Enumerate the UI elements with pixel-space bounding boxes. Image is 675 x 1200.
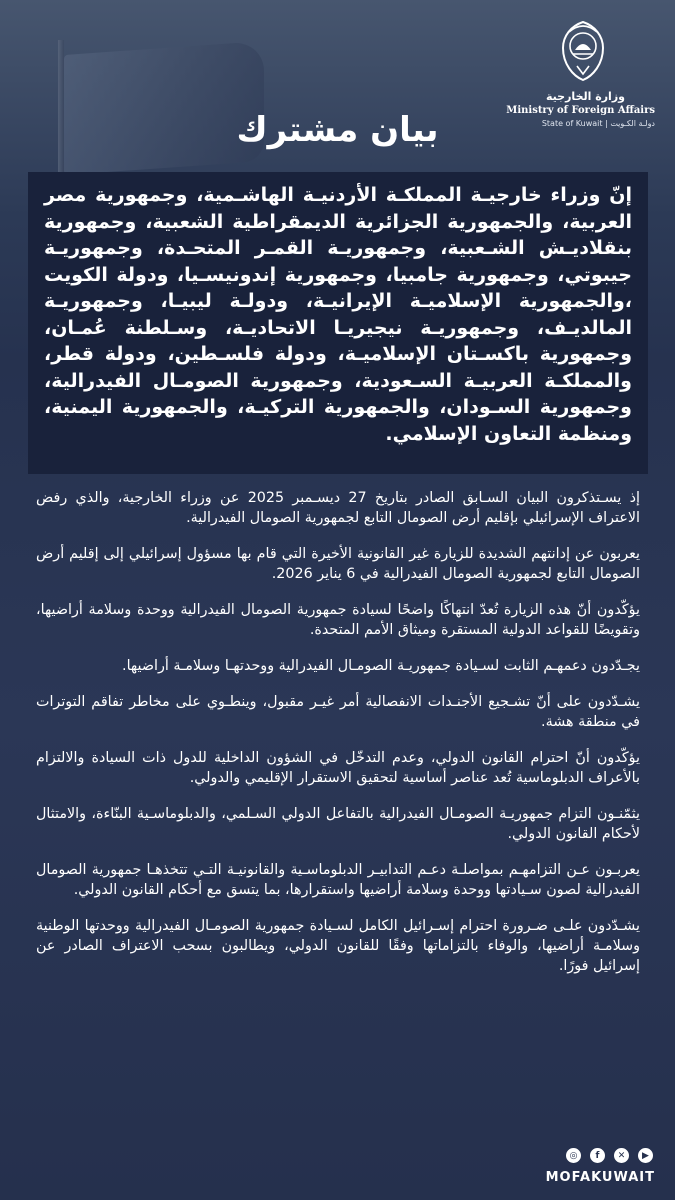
intro-card [28, 172, 648, 474]
x-icon[interactable]: ✕ [614, 1148, 629, 1163]
paragraph: يعربون عن إدانتهم الشديدة للزيارة غير القانونية الأخيرة التي قام بها مسؤول إسرائيلي إلى إقليم أرض الصومال التابع لجمهورية الصومال الفيدرالية في 6 يناير 2026. [36, 546, 640, 582]
social-handle: MOFAKUWAIT [545, 1170, 655, 1185]
instagram-icon[interactable]: ◎ [566, 1148, 581, 1163]
paragraph: يثمّنـون التزام جمهوريـة الصومـال الفيدرالية بالتفاعل الدولي السـلمي، والدبلوماسـية البنّاءة، والامتثال لأحكام القانون الدولي. [36, 806, 640, 842]
ministry-name-en: Ministry of Foreign Affairs [506, 105, 655, 116]
paragraph: يعربـون عـن التزامهـم بمواصلـة دعـم التدابيـر الدبلوماسـية والقانونيـة التـي تتخذهـا جمهورية الصومال الفيدرالية لصون سـيادتها ووحدة وسلامة أراضيها واستقرارها، بما يتسق مع أحكام القانون الدولي. [36, 862, 640, 898]
facebook-icon[interactable]: f [590, 1148, 605, 1163]
kuwait-emblem-icon [555, 18, 611, 84]
youtube-icon[interactable]: ▶ [638, 1148, 653, 1163]
state-en: State of Kuwait [541, 119, 603, 128]
intro-text: إنّ وزراء خارجيـة المملكـة الأردنيـة الهاشـمية، وجمهورية مصر العربية، والجمهورية الجزائرية الديمقراطية الشعبية، وجمهورية بنقلاديـش الشـعبية، وجمهوريـة القمـر المتحـدة، وجمهوريـة جيبوتي، وجمهورية جامبيا، وجمهورية إندونيسـيا، ودولة الكويت ،والجمهورية الإسلاميـة الإيرانيـة، ودولـة ليبيـا، وجمهوريـة المالديـف، وجمهوريـة نيجيريـا الاتحاديـة، وسـلطنة عُمـان، وجمهورية باكسـتان الإسلاميـة، ودولة فلسـطين، ودولة قطر، والمملكـة العربيـة السـعودية، وجمهورية الصومـال الفيدرالية، وجمهورية السـودان، والجمهورية التركيـة، والجمهورية اليمنية، ومنظمة التعاون الإسلامي. [44, 184, 632, 445]
statement-body [36, 488, 640, 992]
state-ar: دولـة الكـويت [610, 119, 655, 128]
statement-title: بيان مشترك [236, 110, 439, 150]
social-icons [566, 1148, 653, 1163]
paragraph: يشـدّدون على أنّ تشـجيع الأجنـدات الانفصالية أمر غيـر مقبول، وينطـوي على مخاطر تفاقم التوترات في منطقة هشة. [36, 694, 640, 730]
paragraph: يؤكّدون أنّ احترام القانون الدولي، وعدم التدخّل في الشؤون الداخلية للدول ذات السيادة والالتزام بالأعراف الدبلوماسية تُعد عناصر أساسية لتحقيق الاستقرار الإقليمي والدولي. [36, 750, 640, 786]
paragraph: يجـدّدون دعمهـم الثابت لسـيادة جمهوريـة الصومـال الفيدرالية ووحدتهـا وسلامـة أراضيها. [122, 658, 640, 674]
flag-silhouette [64, 41, 264, 175]
paragraph: إذ يسـتذكرون البيان السـابق الصادر بتاريخ 27 ديسـمبر 2025 عن وزراء الخارجية، والذي رفض الاعتراف الإسرائيلي بإقليم أرض الصومال التابع لجمهورية الصومال الفيدرالية. [36, 490, 640, 526]
ministry-name-ar: وزارة الخارجية [546, 90, 625, 103]
paragraph: يؤكّدون أنّ هذه الزيارة تُعدّ انتهاكًا واضحًا لسيادة جمهورية الصومال الفيدرالية ووحدة وسلامة أراضيها، وتقويضًا للقواعد الدولية المستقرة وميثاق الأمم المتحدة. [36, 602, 640, 638]
paragraph: يشـدّدون علـى ضـرورة احترام إسـرائيل الكامل لسـيادة جمهورية الصومـال الفيدرالية ووحدتها الوطنية وسلامـة أراضيها، والوفاء بالتزاماتها وفقًا للقانون الدولي، ويطالبون بسحب الاعتراف الصادر عن إسرائيل فورًا. [36, 918, 640, 974]
state-label: State of Kuwait | دولـة الكـويت [541, 119, 655, 128]
